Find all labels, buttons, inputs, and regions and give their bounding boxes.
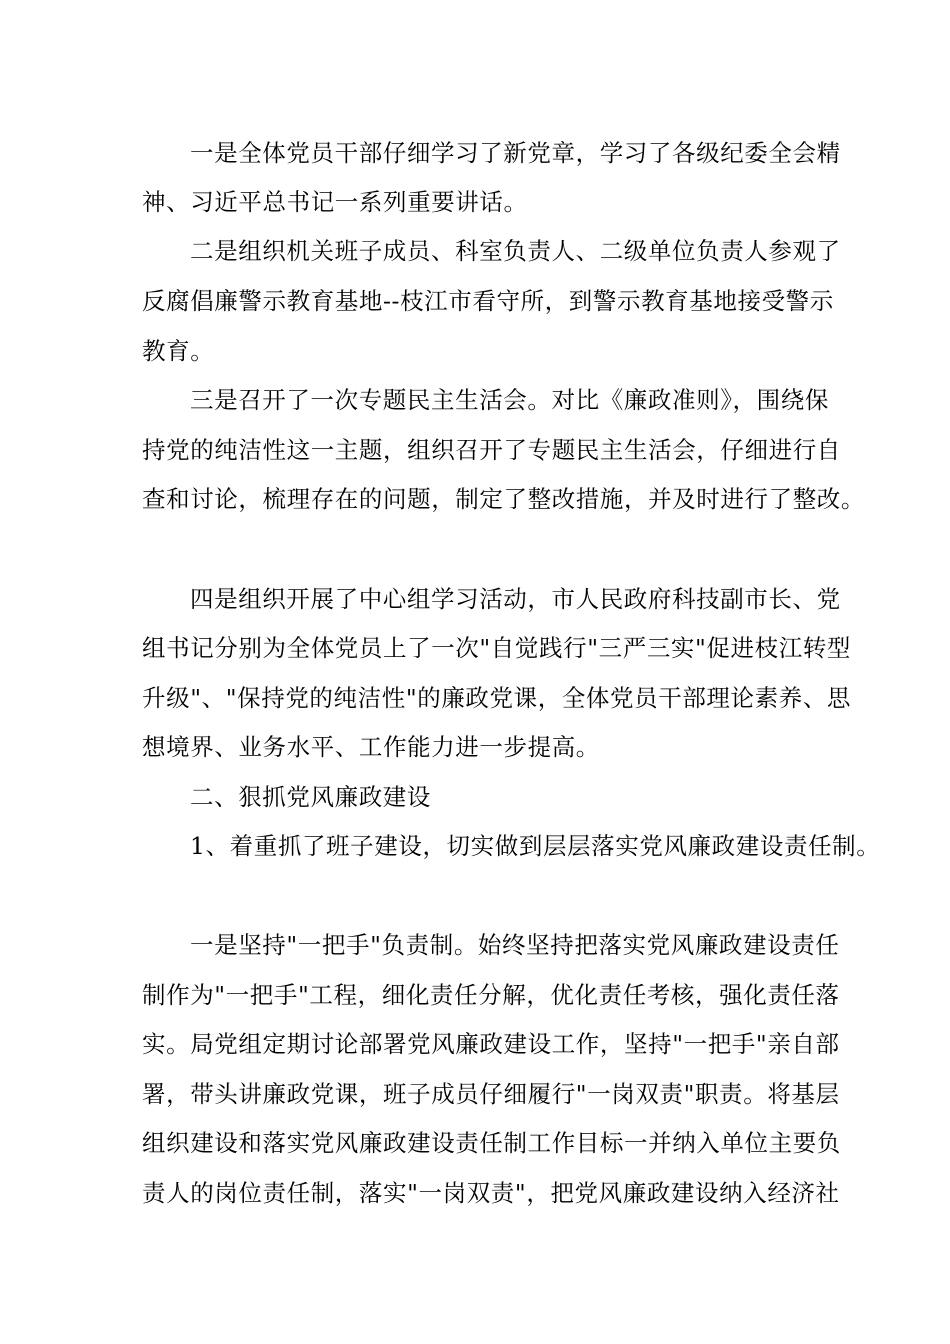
text-line: 一是全体党员干部仔细学习了新党章，学习了各级纪委全会精 (190, 139, 841, 167)
paragraph-5-line-1 (0, 920, 950, 970)
text-line: 教育。 (142, 337, 215, 365)
paragraph-4-line-3 (0, 673, 950, 723)
paragraph-2-line-2 (0, 276, 950, 326)
text-line: 署，带头讲廉政党课，班子成员仔细履行"一岗双责"职责。将基层 (142, 1080, 840, 1108)
heading-text: 1、着重抓了班子建设，切实做到层层落实党风廉政建设责任制。 (190, 832, 881, 860)
text-line: 想境界、业务水平、工作能力进一步提高。 (142, 733, 600, 761)
text-line: 组织建设和落实党风廉政建设责任制工作目标一并纳入单位主要负 (142, 1129, 841, 1157)
paragraph-3-line-1 (0, 375, 950, 425)
paragraph-5-line-3 (0, 1019, 950, 1069)
text-line: 一是坚持"一把手"负责制。始终坚持把落实党风廉政建设责任 (190, 931, 840, 959)
paragraph-4-line-4 (0, 722, 950, 772)
paragraph-2-line-1 (0, 226, 950, 276)
paragraph-5-line-4 (0, 1069, 950, 1119)
paragraph-5-line-2 (0, 970, 950, 1020)
section-heading (0, 772, 950, 822)
heading-text: 二、狠抓党风廉政建设 (190, 783, 431, 811)
paragraph-5-line-6 (0, 1168, 950, 1218)
paragraph-4-line-2 (0, 623, 950, 673)
paragraph-1-line-2 (0, 177, 950, 227)
text-line: 组书记分别为全体党员上了一次"自觉践行"三严三实"促进枝江转型 (142, 634, 852, 662)
text-line: 三是召开了一次专题民主生活会。对比《廉政准则》，围绕保 (190, 386, 829, 414)
text-line: 反腐倡廉警示教育基地--枝江市看守所，到警示教育基地接受警示 (142, 287, 834, 315)
text-line: 责人的岗位责任制，落实"一岗双责"，把党风廉政建设纳入经济社 (142, 1179, 840, 1207)
paragraph-3-line-3 (0, 474, 950, 524)
paragraph-3-line-2 (0, 425, 950, 475)
paragraph-5-line-5 (0, 1118, 950, 1168)
subsection-heading (0, 821, 950, 871)
text-line: 持党的纯洁性这一主题，组织召开了专题民主生活会，仔细进行自 (142, 436, 841, 464)
text-line: 神、习近平总书记一系列重要讲话。 (142, 188, 528, 216)
text-line: 制作为"一把手"工程，细化责任分解，优化责任考核，强化责任落 (142, 981, 840, 1009)
text-line: 查和讨论，梳理存在的问题，制定了整改措施，并及时进行了整改。 (142, 485, 865, 513)
paragraph-2-line-3 (0, 326, 950, 376)
text-line: 实。局党组定期讨论部署党风廉政建设工作，坚持"一把手"亲自部 (142, 1030, 840, 1058)
paragraph-1-line-1 (0, 128, 950, 178)
text-line: 升级"、"保持党的纯洁性"的廉政党课，全体党员干部理论素养、思 (142, 684, 852, 712)
text-line: 二是组织机关班子成员、科室负责人、二级单位负责人参观了 (190, 237, 841, 265)
paragraph-4-line-1 (0, 574, 950, 624)
text-line: 四是组织开展了中心组学习活动，市人民政府科技副市长、党 (190, 585, 841, 613)
